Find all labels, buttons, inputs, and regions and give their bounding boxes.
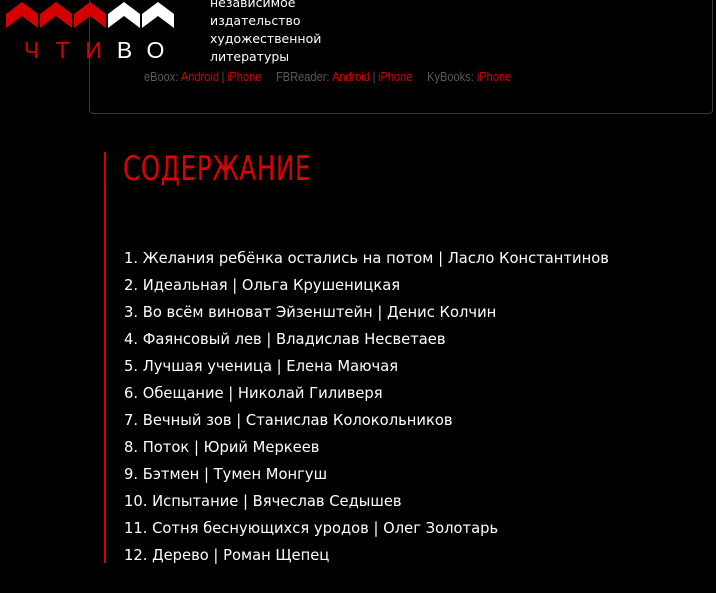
contents-item[interactable]: 3. Во всём виноват Эйзенштейн | Денис Колчин — [124, 303, 497, 321]
contents-accent-bar — [104, 152, 106, 563]
contents-item[interactable]: 10. Испытание | Вячеслав Седышев — [124, 492, 402, 510]
contents-item[interactable]: 6. Обещание | Николай Гиливеря — [124, 384, 383, 402]
tagline-line: художественной — [210, 31, 322, 46]
format-link-fbreader-iphone[interactable]: iPhone — [378, 69, 413, 84]
format-link-eboox-android[interactable]: Android — [180, 69, 219, 84]
contents-item[interactable]: 9. Бэтмен | Тумен Монгуш — [124, 465, 328, 483]
contents-item[interactable]: 1. Желания ребёнка остались на потом | Ласло Константинов — [124, 249, 609, 267]
contents-item[interactable]: 8. Поток | Юрий Меркеев — [124, 438, 320, 456]
logo-letter: Ч — [23, 37, 40, 63]
contents-item[interactable]: 7. Вечный зов | Станислав Колокольников — [124, 411, 453, 429]
format-link-fbreader-android[interactable]: Android — [331, 69, 371, 84]
contents-item[interactable]: 5. Лучшая ученица | Елена Маючая — [124, 357, 399, 375]
contents-item[interactable]: 2. Идеальная | Ольга Крушеницкая — [124, 276, 401, 294]
download-box — [89, 0, 713, 114]
tagline-line: литературы — [210, 49, 290, 64]
logo-letter: О — [146, 37, 165, 63]
format-label: KyBooks: — [427, 69, 474, 84]
logo-letter: И — [85, 37, 102, 63]
contents-title: СОДЕРЖАНИЕ — [123, 149, 312, 189]
format-label: FBReader: — [276, 69, 330, 84]
format-link-kybooks-iphone[interactable]: iPhone — [476, 69, 512, 84]
contents-list — [124, 245, 634, 569]
format-label: eBoox: — [144, 69, 179, 84]
tagline-line: независимое — [210, 0, 296, 10]
contents-item[interactable]: 4. Фаянсовый лев | Владислав Несветаев — [124, 330, 446, 348]
reader-formats: eBoox: Android | iPhone FBReader: Android | iPhone KyBooks: iPhone — [144, 69, 512, 84]
logo-letter: Т — [55, 37, 70, 63]
contents-item[interactable]: 11. Сотня беснующихся уродов | Олег Золотарь — [124, 519, 499, 537]
contents-item[interactable]: 12. Дерево | Роман Щепец — [124, 546, 330, 564]
format-link-eboox-iphone[interactable]: iPhone — [226, 69, 262, 84]
logo-letter: В — [116, 37, 133, 63]
tagline-line: издательство — [210, 13, 301, 28]
